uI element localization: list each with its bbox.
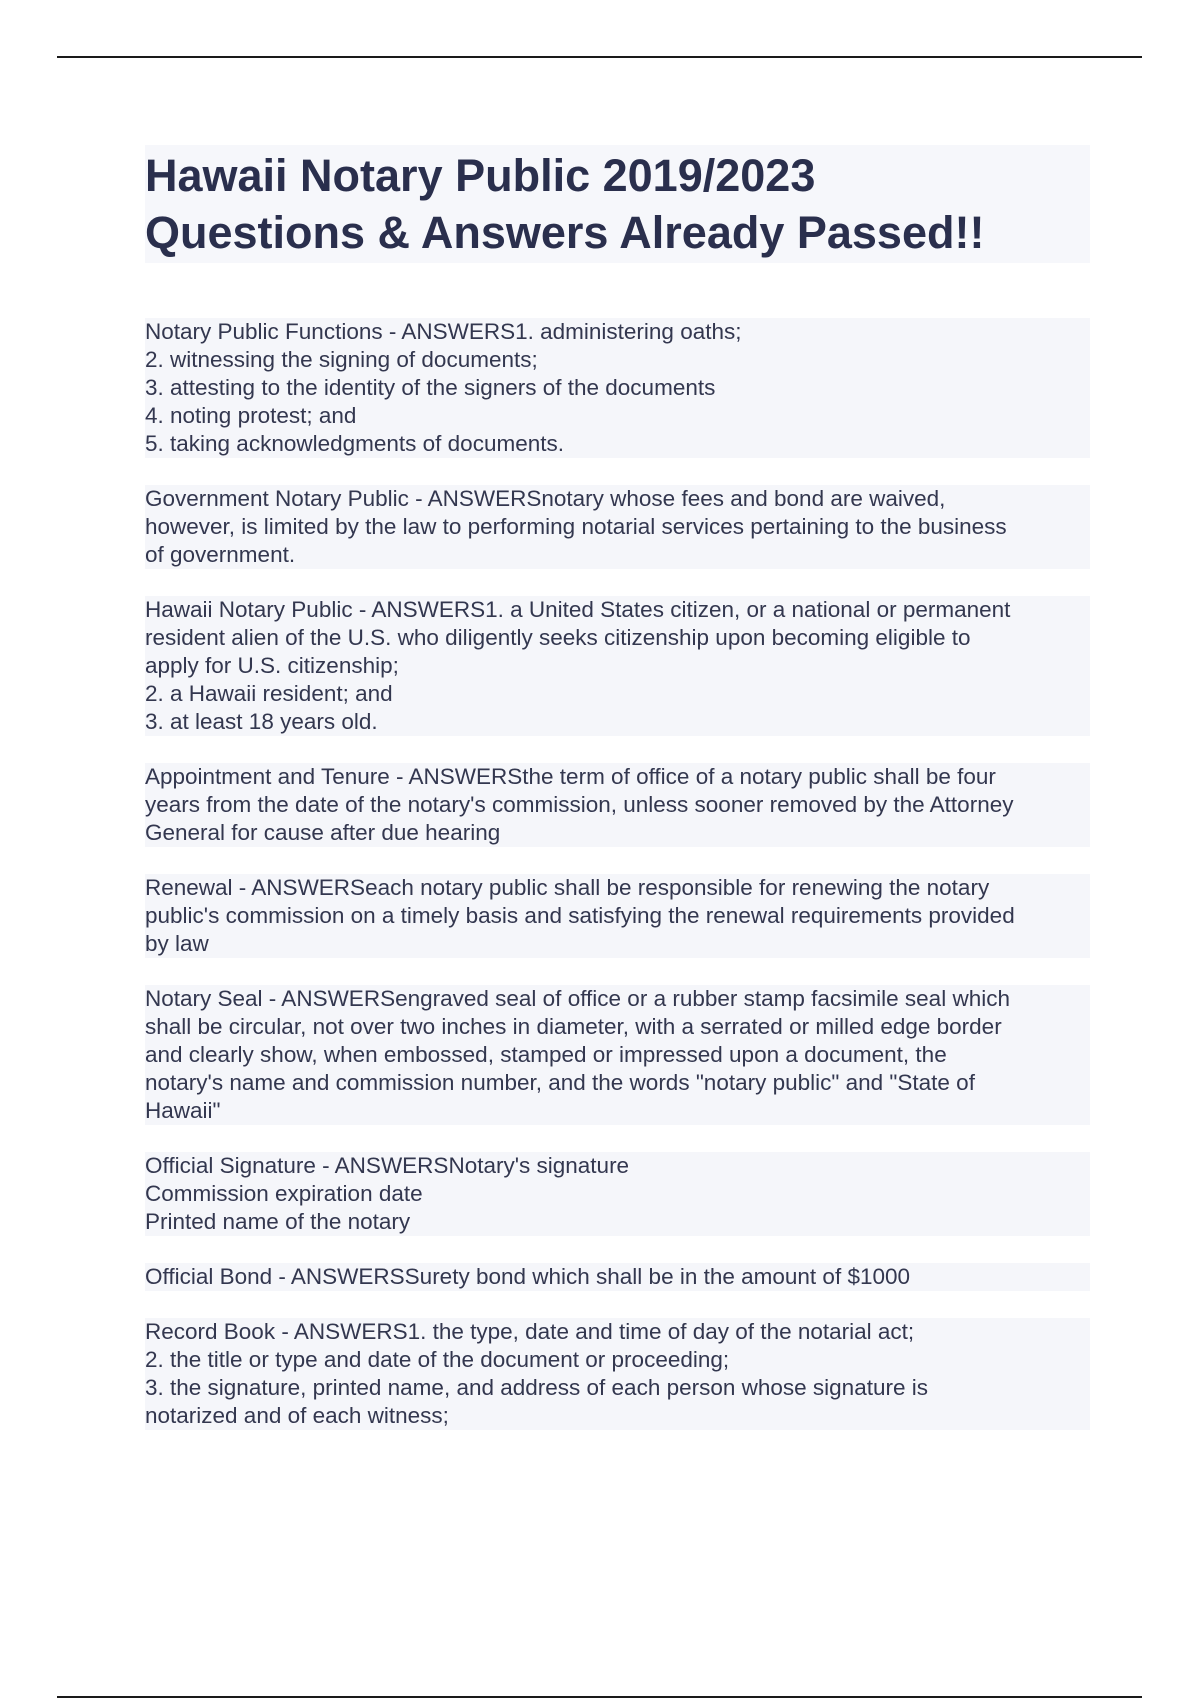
qa-entry-record-book (145, 1318, 1090, 1430)
qa-entries (145, 318, 1090, 1430)
entry-line: resident alien of the U.S. who diligently seeks citizenship upon becoming eligible to (145, 624, 1090, 652)
entry-line: and clearly show, when embossed, stamped or impressed upon a document, the (145, 1041, 1090, 1069)
entry-line: 2. witnessing the signing of documents; (145, 346, 1090, 374)
bottom-rule (57, 1696, 1142, 1698)
entry-line: Renewal - ANSWERSeach notary public shall be responsible for renewing the notary (145, 874, 1090, 902)
entry-line: Government Notary Public - ANSWERSnotary whose fees and bond are waived, (145, 485, 1090, 513)
entry-line: Record Book - ANSWERS1. the type, date and time of day of the notarial act; (145, 1318, 1090, 1346)
entry-line: Appointment and Tenure - ANSWERSthe term of office of a notary public shall be four (145, 763, 1090, 791)
entry-line: shall be circular, not over two inches in diameter, with a serrated or milled edge border (145, 1013, 1090, 1041)
top-rule (57, 56, 1142, 58)
qa-entry-official-bond (145, 1263, 1090, 1291)
qa-entry-hawaii-notary-public (145, 596, 1090, 736)
entry-line: Notary Public Functions - ANSWERS1. administering oaths; (145, 318, 1090, 346)
entry-line: years from the date of the notary's commission, unless sooner removed by the Attorney (145, 791, 1090, 819)
entry-line: apply for U.S. citizenship; (145, 652, 1090, 680)
title-line-1: Hawaii Notary Public 2019/2023 (145, 150, 816, 201)
entry-line: Commission expiration date (145, 1180, 1090, 1208)
entry-line: Hawaii" (145, 1097, 1090, 1125)
entry-line: by law (145, 930, 1090, 958)
document-title (145, 145, 1090, 263)
entry-line: 2. a Hawaii resident; and (145, 680, 1090, 708)
entry-line: of government. (145, 541, 1090, 569)
entry-line: Official Signature - ANSWERSNotary's signature (145, 1152, 1090, 1180)
entry-line: 5. taking acknowledgments of documents. (145, 430, 1090, 458)
entry-line: 3. attesting to the identity of the signers of the documents (145, 374, 1090, 402)
entry-line: 2. the title or type and date of the document or proceeding; (145, 1346, 1090, 1374)
entry-line: 4. noting protest; and (145, 402, 1090, 430)
entry-line: 3. at least 18 years old. (145, 708, 1090, 736)
entry-line: however, is limited by the law to performing notarial services pertaining to the business (145, 513, 1090, 541)
qa-entry-notary-public-functions (145, 318, 1090, 458)
entry-line: Hawaii Notary Public - ANSWERS1. a United States citizen, or a national or permanent (145, 596, 1090, 624)
document-body (145, 145, 1090, 1457)
entry-line: public's commission on a timely basis and satisfying the renewal requirements provided (145, 902, 1090, 930)
entry-line: 3. the signature, printed name, and address of each person whose signature is (145, 1374, 1090, 1402)
entry-line: General for cause after due hearing (145, 819, 1090, 847)
qa-entry-government-notary-public (145, 485, 1090, 569)
qa-entry-appointment-and-tenure (145, 763, 1090, 847)
entry-line: Official Bond - ANSWERSSurety bond which shall be in the amount of $1000 (145, 1263, 1090, 1291)
entry-line: Notary Seal - ANSWERSengraved seal of office or a rubber stamp facsimile seal which (145, 985, 1090, 1013)
title-line-2: Questions & Answers Already Passed!! (145, 207, 985, 258)
qa-entry-renewal (145, 874, 1090, 958)
qa-entry-official-signature (145, 1152, 1090, 1236)
entry-line: notary's name and commission number, and the words "notary public" and "State of (145, 1069, 1090, 1097)
entry-line: notarized and of each witness; (145, 1402, 1090, 1430)
entry-line: Printed name of the notary (145, 1208, 1090, 1236)
qa-entry-notary-seal (145, 985, 1090, 1125)
